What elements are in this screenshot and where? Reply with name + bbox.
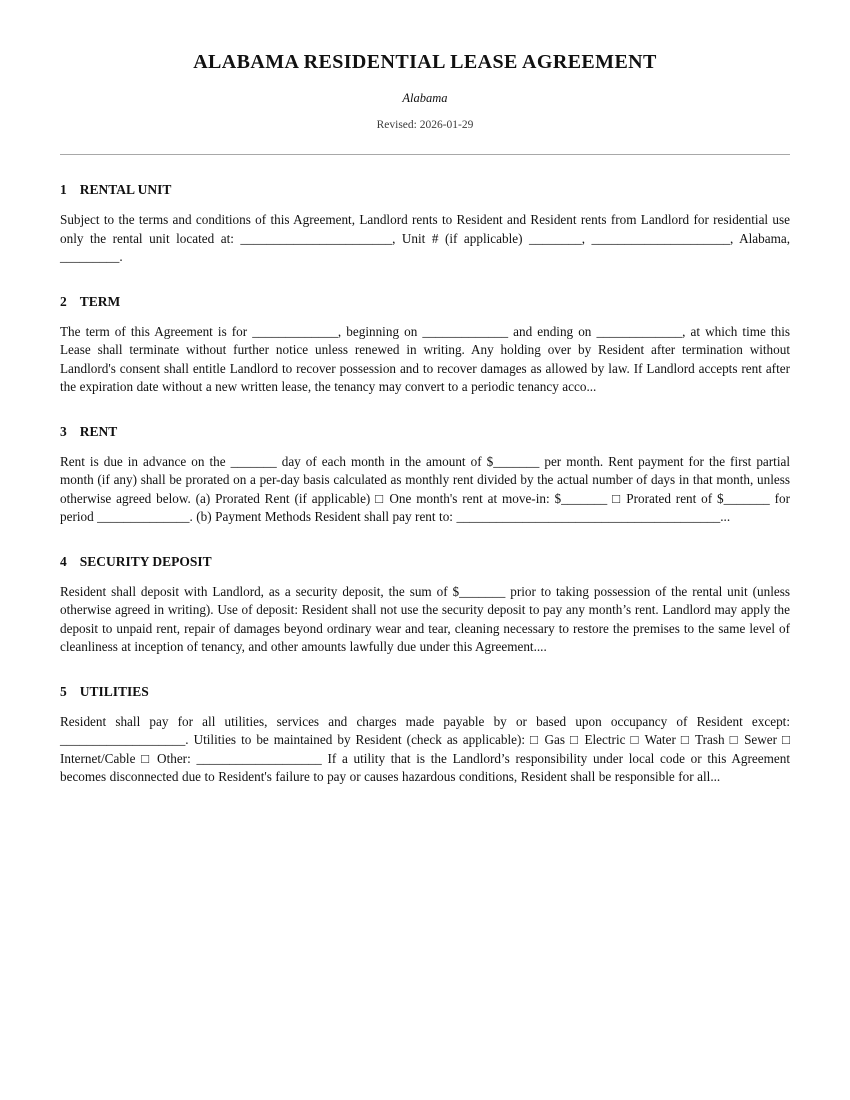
section-heading	[60, 554, 790, 570]
section-body-text: The term of this Agreement is for _____________, beginning on _____________ and ending on _____________, at which time this Lease shall terminate without further notice unless renewed in writing. Any holding over by Resident after termination without Landlord's consent shall entitle Landlord to recover possession and to recover damages as allowed by law. If Landlord accepts rent after the expiration date without a new written lease, the tenancy may convert to a periodic tenancy acco...	[60, 323, 790, 394]
section-rent	[60, 424, 790, 527]
section-title: SECURITY DEPOSIT	[79, 553, 212, 569]
section-heading	[60, 294, 790, 310]
section-heading	[60, 424, 790, 440]
section-title: TERM	[79, 293, 121, 309]
header-divider	[60, 154, 790, 155]
section-utilities	[60, 684, 790, 787]
document-subtitle: Alabama	[402, 91, 448, 105]
section-number: 5	[60, 683, 67, 699]
section-term	[60, 294, 790, 397]
section-title: RENTAL UNIT	[79, 182, 172, 197]
section-number: 4	[60, 553, 67, 569]
document-title: ALABAMA RESIDENTIAL LEASE AGREEMENT	[193, 51, 657, 73]
section-number: 2	[60, 293, 67, 309]
section-title: RENT	[79, 423, 118, 439]
section-heading	[60, 182, 790, 198]
section-number: 3	[60, 423, 67, 439]
section-security-deposit	[60, 554, 790, 657]
section-heading	[60, 684, 790, 700]
section-rental-unit	[60, 182, 790, 267]
document-revised-date: Revised: 2026-01-29	[376, 119, 474, 131]
section-title: UTILITIES	[79, 683, 149, 699]
section-number: 1	[60, 182, 67, 197]
section-body-text: Subject to the terms and conditions of this Agreement, Landlord rents to Resident and Resident rents from Landlord for residential use only the rental unit located at: _______________________, Unit # (if applicable) ________, _____________________, Alabama, _________.	[60, 212, 790, 264]
section-body-text: Resident shall pay for all utilities, services and charges made payable by or based upon occupancy of Resident except: ___________________. Utilities to be maintained by Resident (check as applicable): □ Gas □ Electric □ Water □ Trash □ Sewer □ Internet/Cable □ Other: ___________________ If a utility that is the Landlord’s responsibility under local code or this Agreement becomes disconnected due to Resident's failure to pay or causes hazardous conditions, Resident shall be responsible for all...	[60, 713, 790, 784]
section-body-text: Rent is due in advance on the _______ day of each month in the amount of $_______ per month. Rent payment for the first partial month (if any) shall be prorated on a per-day basis calculated as monthly rent divided by the actual number of days in that month, unless otherwise agreed below. (a) Prorated Rent (if applicable) □ One month's rent at move-in: $_______ □ Prorated rent of $_______ for period ______________. (b) Payment Methods Resident shall pay rent to: ________________________________________...	[60, 453, 790, 524]
section-body-text: Resident shall deposit with Landlord, as a security deposit, the sum of $_______ prior to taking possession of the rental unit (unless otherwise agreed in writing). Use of deposit: Resident shall not use the security deposit to pay any month’s rent. Landlord may apply the deposit to unpaid rent, repair of damages beyond ordinary wear and tear, cleaning necessary to restore the premises to the same level of cleanliness at inception of tenancy, and other amounts lawfully due under this Agreement....	[60, 583, 790, 654]
